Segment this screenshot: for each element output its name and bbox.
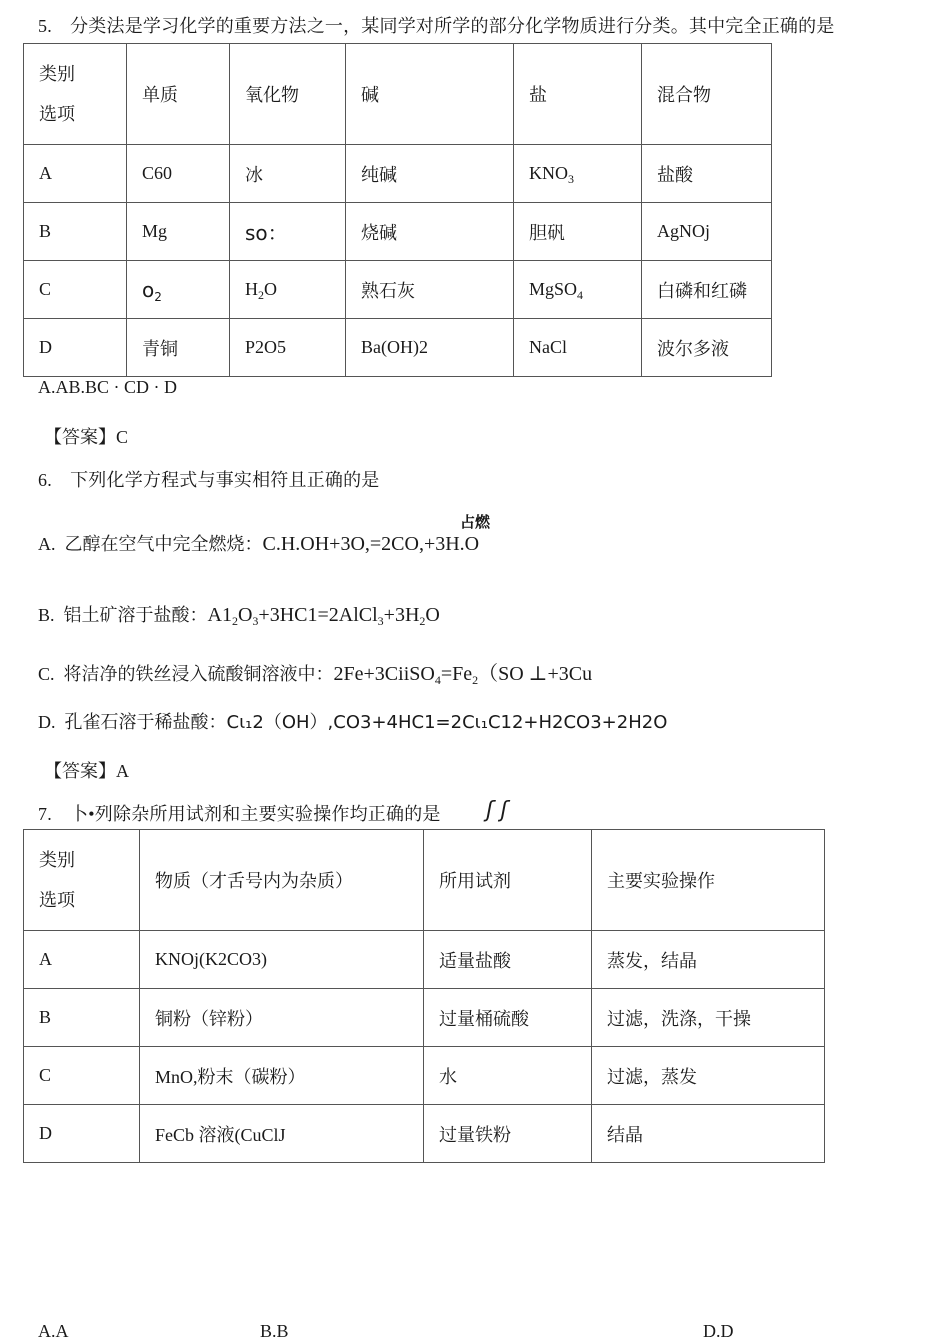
header-option-label: 选项	[39, 890, 75, 910]
header-corner-cell	[24, 830, 140, 931]
subscript: 3	[252, 614, 259, 628]
table-row	[24, 203, 772, 261]
table-cell: 过量桶硫酸	[424, 989, 592, 1047]
formula-text: KNO	[529, 163, 568, 183]
subscript: 2	[154, 289, 162, 304]
option-cell: D	[24, 1105, 140, 1163]
table-row	[24, 931, 825, 989]
option-a-label: A. 乙醇在空气中完全燃烧：	[38, 534, 263, 554]
table-cell: 蒸发，结晶	[592, 931, 825, 989]
option-b-label: B. 铝土矿溶于盐酸：	[38, 605, 208, 625]
table-cell: so：	[230, 203, 346, 261]
table-cell: 冰	[230, 145, 346, 203]
table-cell: NaCl	[514, 319, 642, 377]
question-6-answer: 【答案】A	[44, 761, 129, 781]
reaction-condition-label: 占燃	[460, 513, 491, 531]
table-cell: 胆矾	[514, 203, 642, 261]
table-cell: 适量盐酸	[424, 931, 592, 989]
option-c-label: C. 将洁净的铁丝浸入硫酸铜溶液中：	[38, 664, 334, 684]
option-d-equation: Cι₁2（OH）,CO3+4HC1=2Cι₁C12+H2CO3+2H2O	[226, 712, 668, 733]
header-cell: 主要实验操作	[592, 830, 825, 931]
header-cell: 单质	[127, 44, 230, 145]
formula-text: MgSO	[529, 279, 578, 299]
header-category-label: 类别	[39, 64, 75, 84]
formula-text: o	[142, 277, 155, 302]
q5-classification-table	[23, 43, 772, 377]
table-row	[24, 319, 772, 377]
subscript: 2	[231, 614, 238, 628]
eq-part: +3HC1=2AlCl	[258, 604, 378, 626]
table-cell: 水	[424, 1047, 592, 1105]
header-corner-cell	[24, 44, 127, 145]
table-cell: KNOj(K2CO3)	[140, 931, 424, 989]
header-option-label: 选项	[39, 104, 75, 124]
eq-part: O	[425, 604, 440, 626]
table-cell	[127, 261, 230, 319]
option-cell: C	[24, 261, 127, 319]
table-row	[24, 145, 772, 203]
stray-mark: ʃ ʃ	[486, 798, 508, 823]
table-header-row	[24, 44, 772, 145]
eq-part: =Fe	[440, 663, 473, 685]
header-cell: 氧化物	[230, 44, 346, 145]
table-header-row	[24, 830, 825, 931]
q7-purification-table	[23, 829, 825, 1163]
option-c	[38, 657, 592, 686]
option-cell: A	[24, 931, 140, 989]
header-category-label: 类别	[39, 850, 75, 870]
table-cell: 白磷和红磷	[642, 261, 772, 319]
formula-text: O	[264, 279, 277, 299]
question-5-answer: 【答案】C	[44, 427, 129, 447]
formula-text: H	[245, 279, 258, 299]
option-cell: D	[24, 319, 127, 377]
question-5-title: 5. 分类法是学习化学的重要方法之一，某同学对所学的部分化学物质进行分类。其中完全正确的是	[38, 16, 835, 36]
table-cell: 过滤，洗涤，干操	[592, 989, 825, 1047]
option-d-label: D. 孔雀石溶于稀盐酸：	[38, 712, 227, 732]
question-6-title: 6. 下列化学方程式与事实相符且正确的是	[38, 470, 380, 490]
option-d	[38, 708, 667, 734]
eq-part: A1	[207, 604, 232, 626]
table-cell: 盐酸	[642, 145, 772, 203]
option-cell: B	[24, 989, 140, 1047]
table-cell: 纯碱	[346, 145, 514, 203]
table-row	[24, 989, 825, 1047]
table-cell: 过滤，蒸发	[592, 1047, 825, 1105]
header-cell: 混合物	[642, 44, 772, 145]
option-cell: A	[24, 145, 127, 203]
option-cell: B	[24, 203, 127, 261]
table-row	[24, 1105, 825, 1163]
eq-part: +3H	[383, 604, 420, 626]
option-c-equation	[334, 663, 593, 685]
option-cell: C	[24, 1047, 140, 1105]
table-cell: C60	[127, 145, 230, 203]
table-cell	[230, 261, 346, 319]
table-cell: 熟石灰	[346, 261, 514, 319]
option-b	[38, 601, 440, 627]
table-cell: 烧碱	[346, 203, 514, 261]
table-cell: P2O5	[230, 319, 346, 377]
eq-part: O	[237, 604, 253, 626]
table-cell: AgNOj	[642, 203, 772, 261]
option-b-equation	[208, 604, 440, 626]
table-cell: Ba(OH)2	[346, 319, 514, 377]
table-cell	[514, 261, 642, 319]
option-a-equation: C.H.OH+3O,=2CO,+3H.O	[262, 533, 480, 555]
table-row	[24, 1047, 825, 1105]
table-cell: MnO,粉末（碳粉）	[140, 1047, 424, 1105]
table-cell: 波尔多液	[642, 319, 772, 377]
table-cell: Mg	[127, 203, 230, 261]
header-cell: 盐	[514, 44, 642, 145]
table-cell: 结晶	[592, 1105, 825, 1163]
eq-part: 2Fe+3CiiSO	[333, 663, 435, 685]
subscript: 3	[568, 172, 574, 186]
question-5-options: A.AB.BC · CD · D	[38, 377, 178, 397]
eq-part: （SO ⊥+3Cu	[478, 663, 593, 685]
table-cell	[514, 145, 642, 203]
header-cell: 碱	[346, 44, 514, 145]
option-a	[38, 530, 479, 556]
header-cell: 所用试剂	[424, 830, 592, 931]
subscript: 2	[472, 673, 479, 687]
subscript: 4	[577, 288, 584, 302]
question-7-title: 7. 卜•列除杂所用试剂和主要实验操作均正确的是	[38, 804, 441, 824]
table-cell: 过量铁粉	[424, 1105, 592, 1163]
choice-b: B.B	[260, 1321, 289, 1341]
table-cell: 铜粉（锌粉）	[140, 989, 424, 1047]
table-cell: 青铜	[127, 319, 230, 377]
table-row	[24, 261, 772, 319]
header-cell: 物质（才舌号内为杂质）	[140, 830, 424, 931]
choice-d: D.D	[703, 1321, 734, 1341]
choice-a: A.A	[38, 1321, 69, 1341]
subscript: 2	[419, 614, 426, 628]
subscript: 2	[258, 288, 264, 302]
subscript: 3	[377, 614, 384, 628]
subscript: 4	[434, 673, 441, 687]
table-cell: FeCb 溶液(CuClJ	[140, 1105, 424, 1163]
